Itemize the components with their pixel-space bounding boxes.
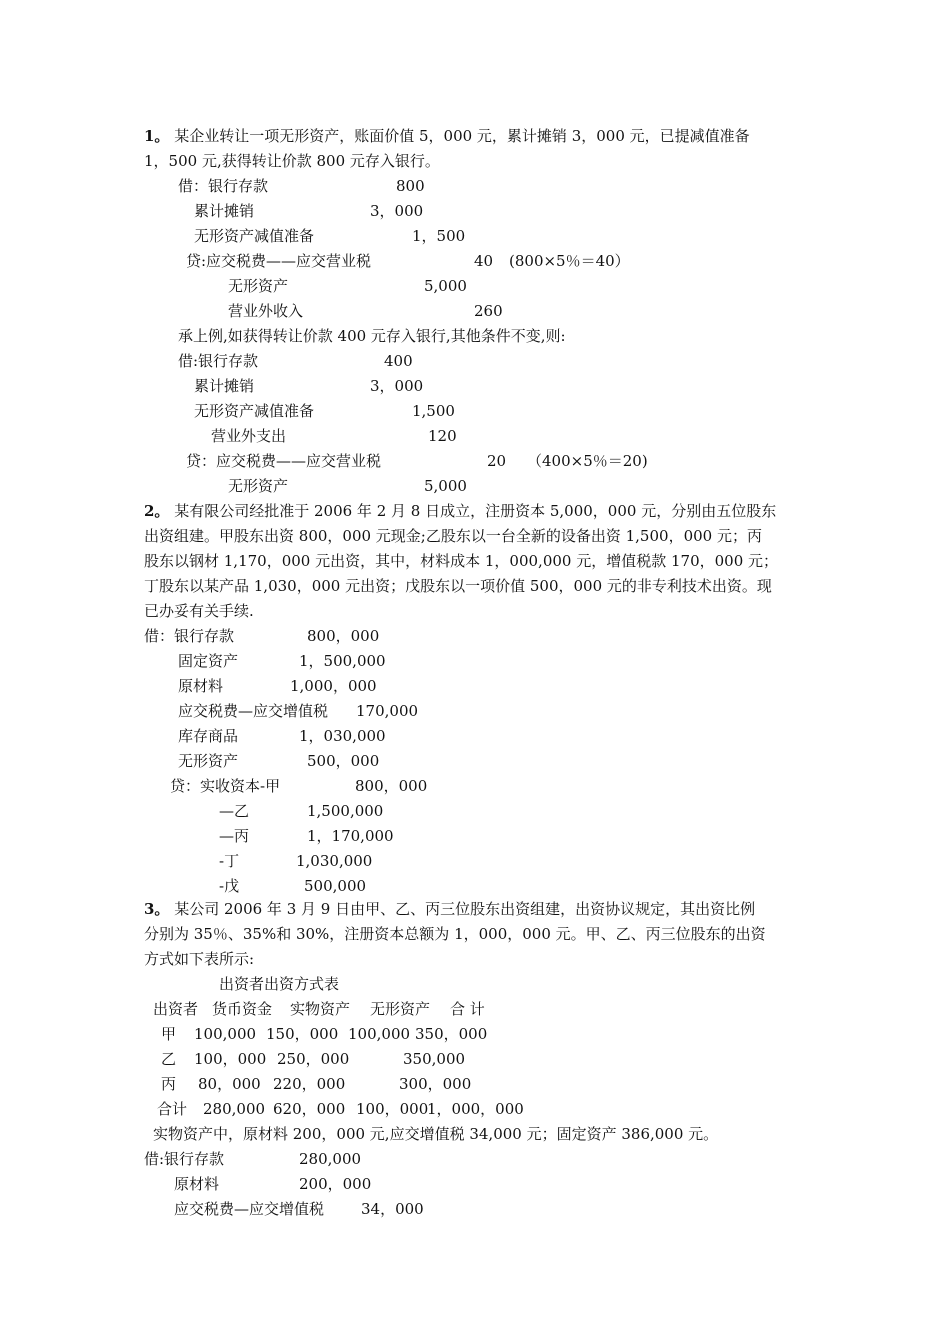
table-cell: 合计 <box>157 1100 188 1118</box>
q1-entry1-acct: 营业外收入 <box>228 302 304 320</box>
table-cell: 280,000 <box>203 1100 266 1118</box>
table-cell: 80，000 <box>198 1075 261 1093</box>
q2-entry-amt: 800，000 <box>355 777 428 795</box>
q2-entry-acct: 无形资产 <box>178 752 239 770</box>
q2-paragraph-line: 股东以钢材 1,170，000 元出资，其中，材料成本 1，000,000 元，增值税款 170，000 元； <box>144 552 779 570</box>
table-cell: 100，000 <box>194 1050 267 1068</box>
q2-entry-acct: -戊 <box>219 877 240 895</box>
table-cell: 250，000 <box>277 1050 350 1068</box>
q2-paragraph-line: 丁股东以某产品 1,030，000 元出资；戊股东以一项价值 500，000 元的非专利技术出资。现 <box>144 577 772 595</box>
q2-paragraph-line1: 2。 某有限公司经批准于 2006 年 2 月 8 日成立，注册资本 5,000，000 元，分别由五位股东 <box>144 502 777 520</box>
q1-paragraph-line1: 1。 某企业转让一项无形资产，账面价值 5，000 元，累计摊销 3，000 元，已提减值准备 <box>144 127 750 145</box>
table-cell: 甲 <box>161 1025 177 1043</box>
q1-entry1-amt: 1，500 <box>412 227 466 245</box>
q1-entry2-amt: 400 <box>384 352 413 370</box>
q1-entry2-amt: 1,500 <box>412 402 455 420</box>
table-cell: 620，000 <box>273 1100 346 1118</box>
q1-entry2-acct: 累计摊销 <box>194 377 255 395</box>
q2-number: 2。 <box>144 502 170 520</box>
q3-entry-acct: 应交税费—应交增值税 <box>174 1200 325 1218</box>
q1-entry2-acct: 无形资产 <box>228 477 289 495</box>
table-header-cell: 货币资金 <box>212 1000 273 1018</box>
q3-entry-acct: 原材料 <box>174 1175 220 1193</box>
table-cell: 乙 <box>161 1050 177 1068</box>
q2-entry-acct: —乙 <box>219 802 250 820</box>
table-cell: 350,000 <box>403 1050 466 1068</box>
table-header-cell: 出资者 <box>153 1000 199 1018</box>
q1-entry2-note: （400×5％＝20) <box>527 452 648 470</box>
table-title: 出资者出资方式表 <box>219 975 340 993</box>
q1-entry2-amt: 5,000 <box>424 477 467 495</box>
q2-entry-acct: 原材料 <box>178 677 224 695</box>
q2-entry-amt: 1,500,000 <box>307 802 384 820</box>
q2-entry-amt: 1，500,000 <box>299 652 386 670</box>
q1-entry1-amt: 800 <box>396 177 425 195</box>
q3-number: 3。 <box>144 900 170 918</box>
table-cell: 100，000 <box>356 1100 429 1118</box>
q2-entry-amt: 800，000 <box>307 627 380 645</box>
q3-entry-amt: 200，000 <box>299 1175 372 1193</box>
q3-paragraph-line: 方式如下表所示: <box>144 950 255 968</box>
q2-entry-acct: 借：银行存款 <box>144 627 235 645</box>
table-cell: 350，000 <box>415 1025 488 1043</box>
q1-entry1-acct: 贷:应交税费——应交营业税 <box>186 252 372 270</box>
q1-entry1-note: (800×5％＝40） <box>509 252 630 270</box>
q1-entry2-amt: 20 <box>487 452 507 470</box>
q3-entry-acct: 借:银行存款 <box>144 1150 225 1168</box>
table-cell: 100,000 <box>348 1025 411 1043</box>
table-header-cell: 实物资产 <box>290 1000 351 1018</box>
q3-paragraph-line: 分别为 35％、35%和 30%，注册资本总额为 1，000，000 元。甲、乙、丙三位股东的出资 <box>144 925 766 943</box>
q1-paragraph-line2: 1，500 元,获得转让价款 800 元存入银行。 <box>144 152 440 170</box>
table-header-cell: 无形资产 <box>370 1000 431 1018</box>
q1-follow-text: 承上例,如获得转让价款 400 元存入银行,其他条件不变,则: <box>178 327 566 345</box>
q1-entry1-acct: 无形资产减值准备 <box>194 227 315 245</box>
q1-entry2-acct: 营业外支出 <box>211 427 287 445</box>
q1-entry2-amt: 120 <box>428 427 457 445</box>
q1-entry1-amt: 260 <box>474 302 503 320</box>
q2-entry-acct: —丙 <box>219 827 250 845</box>
q2-entry-acct: -丁 <box>219 852 240 870</box>
q2-entry-amt: 1,000，000 <box>290 677 377 695</box>
q2-entry-acct: 贷：实收资本-甲 <box>170 777 281 795</box>
q1-entry2-acct: 借:银行存款 <box>178 352 259 370</box>
q2-entry-amt: 500,000 <box>304 877 367 895</box>
q1-entry1-amt: 5,000 <box>424 277 467 295</box>
q2-entry-amt: 1，030,000 <box>299 727 386 745</box>
q1-number: 1。 <box>144 127 170 145</box>
q2-paragraph-line: 出资组建。甲股东出资 800，000 元现金;乙股东以一台全新的设备出资 1,500，000 元；丙 <box>144 527 762 545</box>
table-cell: 220，000 <box>273 1075 346 1093</box>
q1-entry2-amt: 3，000 <box>370 377 424 395</box>
q3-note: 实物资产中，原材料 200，000 元,应交增值税 34,000 元；固定资产 386,000 元。 <box>153 1125 719 1143</box>
table-cell: 丙 <box>161 1075 177 1093</box>
q2-paragraph-line: 已办妥有关手续. <box>144 602 254 620</box>
q1-entry1-acct: 无形资产 <box>228 277 289 295</box>
q1-entry1-acct: 借：银行存款 <box>178 177 269 195</box>
q1-entry1-acct: 累计摊销 <box>194 202 255 220</box>
q1-entry1-amt: 40 <box>474 252 494 270</box>
q2-entry-acct: 库存商品 <box>178 727 239 745</box>
table-header-cell: 合 计 <box>450 1000 485 1018</box>
table-cell: 150，000 <box>266 1025 339 1043</box>
q2-entry-amt: 1，170,000 <box>307 827 394 845</box>
table-cell: 300，000 <box>399 1075 472 1093</box>
table-cell: 100,000 <box>194 1025 257 1043</box>
q2-entry-amt: 500，000 <box>307 752 380 770</box>
q2-entry-acct: 固定资产 <box>178 652 239 670</box>
q3-entry-amt: 280,000 <box>299 1150 362 1168</box>
q2-entry-amt: 1,030,000 <box>296 852 373 870</box>
q1-entry2-acct: 贷：应交税费——应交营业税 <box>186 452 382 470</box>
q3-paragraph-line1: 3。 某公司 2006 年 3 月 9 日由甲、乙、丙三位股东出资组建，出资协议规定，其出资比例 <box>144 900 756 918</box>
q1-entry1-amt: 3，000 <box>370 202 424 220</box>
q2-entry-acct: 应交税费—应交增值税 <box>178 702 329 720</box>
q2-entry-amt: 170,000 <box>356 702 419 720</box>
q3-entry-amt: 34，000 <box>361 1200 424 1218</box>
q1-entry2-acct: 无形资产减值准备 <box>194 402 315 420</box>
table-cell: 1，000，000 <box>427 1100 524 1118</box>
